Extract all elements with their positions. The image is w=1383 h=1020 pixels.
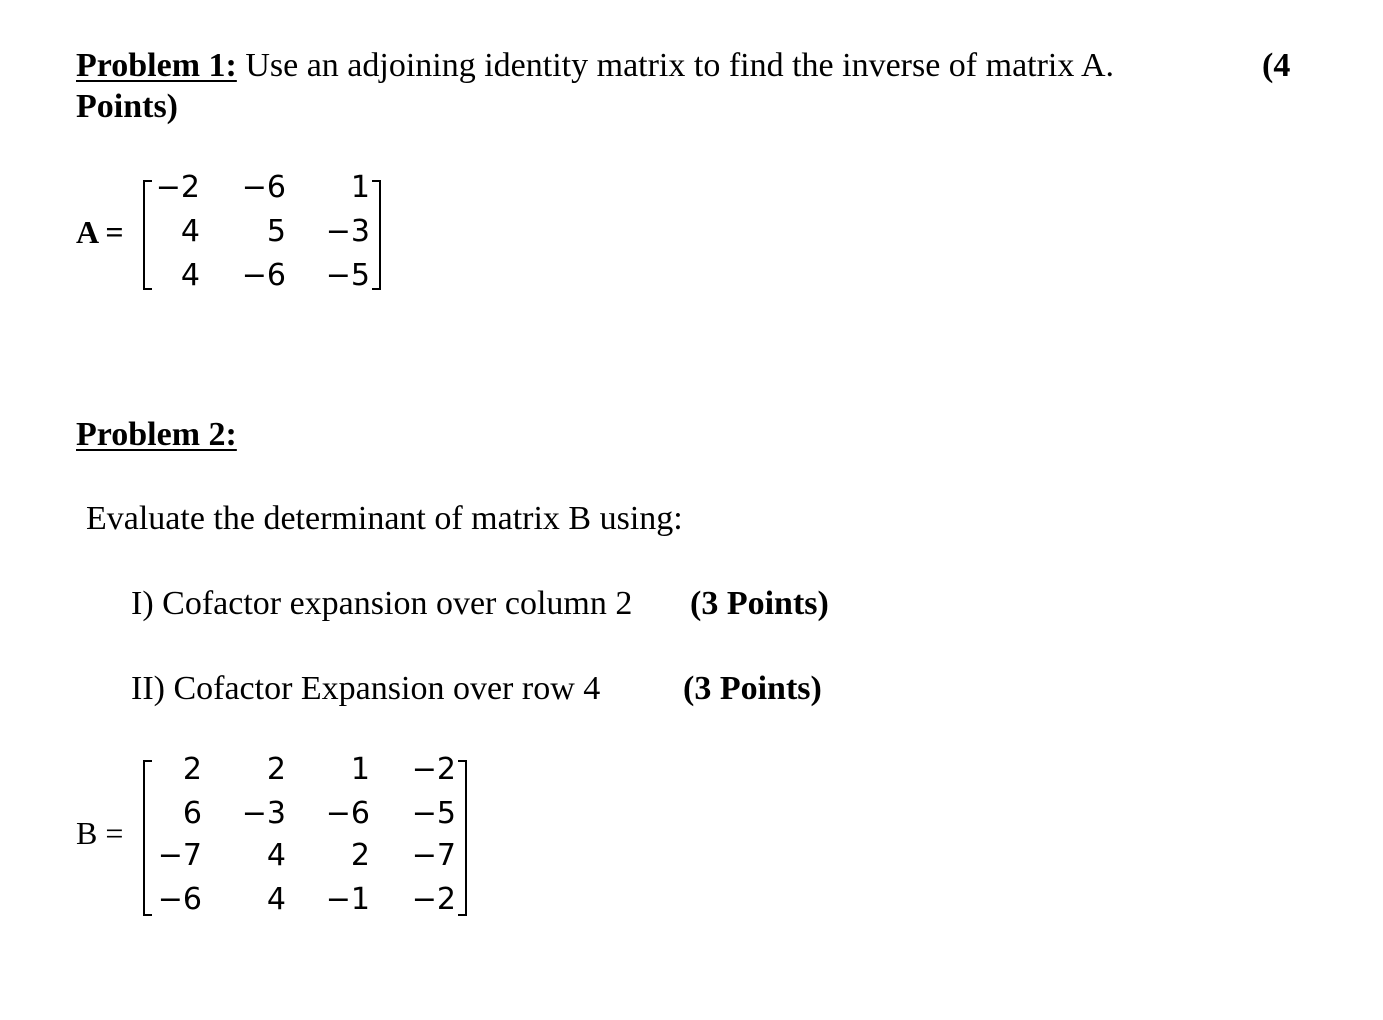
problem2-part2-points: (3 Points) (683, 670, 822, 707)
problem1-points-close: Points) (76, 88, 178, 125)
problem2-part1-points: (3 Points) (690, 585, 829, 622)
matrix-b-cell-r4-c2: 4 (266, 882, 286, 917)
matrix-b-cell-r2-c3: −6 (325, 796, 370, 831)
matrix-b-cell-r2-c2: −3 (241, 796, 286, 831)
problem2-heading: Problem 2: (76, 416, 237, 453)
matrix-a-cell-r1-c2: −6 (241, 170, 286, 205)
matrix-b-cell-r3-c4: −7 (411, 838, 456, 873)
matrix-b-cell-r2-c4: −5 (411, 796, 456, 831)
matrix-b-cell-r4-c3: −1 (325, 882, 370, 917)
problem2-part2: II) Cofactor Expansion over row 4 (131, 670, 601, 707)
problem1-points-open: (4 (1262, 47, 1291, 84)
problem2-instruction: Evaluate the determinant of matrix B using: (86, 500, 683, 537)
matrix-b-cell-r3-c2: 4 (266, 838, 286, 873)
matrix-b-cell-r1-c3: 1 (350, 752, 370, 787)
matrix-a-cell-r3-c2: −6 (241, 258, 286, 293)
matrix-b-label: B = (76, 815, 124, 851)
matrix-a-cell-r1-c3: 1 (350, 170, 370, 205)
matrix-b-cell-r2-c1: 6 (182, 796, 202, 831)
matrix-a-cell-r3-c1: 4 (180, 258, 200, 293)
problem1-statement (76, 47, 1114, 85)
matrix-a-right-bracket (372, 180, 381, 290)
matrix-b-cell-r3-c1: −7 (157, 838, 202, 873)
problem2-part1: I) Cofactor expansion over column 2 (131, 585, 633, 622)
matrix-b-cell-r4-c1: −6 (157, 882, 202, 917)
matrix-a-cell-r1-c1: −2 (155, 170, 200, 205)
matrix-a-cell-r2-c2: 5 (266, 214, 286, 249)
problem1-heading: Problem 1: (76, 47, 237, 84)
matrix-b-cell-r4-c4: −2 (411, 882, 456, 917)
matrix-b-cell-r3-c3: 2 (350, 838, 370, 873)
matrix-b-cell-r1-c4: −2 (411, 752, 456, 787)
matrix-a-cell-r3-c3: −5 (325, 258, 370, 293)
matrix-a-cell-r2-c3: −3 (325, 214, 370, 249)
matrix-b-cell-r1-c2: 2 (266, 752, 286, 787)
matrix-b-cell-r1-c1: 2 (182, 752, 202, 787)
matrix-a-label: A = (76, 214, 124, 250)
matrix-b-right-bracket (458, 760, 467, 916)
problem1-text: Use an adjoining identity matrix to find the inverse of matrix A. (236, 47, 1115, 84)
matrix-a-cell-r2-c1: 4 (180, 214, 200, 249)
